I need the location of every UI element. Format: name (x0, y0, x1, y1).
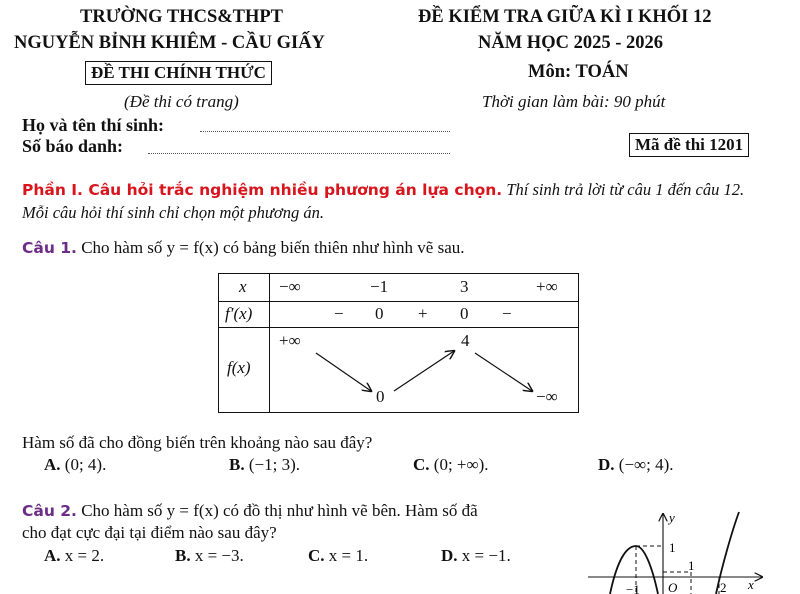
vt-sign: − (502, 304, 512, 323)
q1-option-a[interactable] (44, 455, 106, 475)
school-name-line1: TRƯỜNG THCS&THPT (80, 7, 284, 27)
vt-fp-label-cell (219, 302, 270, 328)
option-text: (0; +∞). (433, 455, 489, 474)
vt-f-label: f(x) (227, 358, 251, 377)
part1-instruction-2: Mỗi câu hỏi thí sinh chỉ chọn một phương án. (22, 203, 324, 222)
option-letter: B. (229, 455, 245, 474)
point-label: 1 (688, 558, 695, 573)
vt-x-value: −∞ (279, 277, 301, 296)
vt-x-value: +∞ (536, 277, 558, 296)
option-letter: B. (175, 546, 191, 565)
origin-label: O (668, 580, 678, 594)
vt-arrow-decreasing (475, 353, 532, 391)
variation-table (218, 273, 579, 413)
option-text: x = −1. (461, 546, 511, 565)
subject: Môn: TOÁN (528, 62, 629, 82)
vt-f-value: +∞ (279, 331, 301, 350)
q2-option-c[interactable] (308, 546, 368, 566)
pages-note: (Đề thi có trang) (124, 92, 239, 111)
part1-title: Phần I. Câu hỏi trắc nghiệm nhiều phương án lựa chọn. (22, 181, 503, 199)
vt-x-label: x (239, 277, 247, 296)
vt-x-value: −1 (370, 277, 389, 296)
vt-x-value: 3 (460, 277, 469, 296)
y-axis-label: y (669, 510, 675, 525)
q1-option-d[interactable] (598, 455, 674, 475)
vt-sign: + (418, 304, 428, 323)
candidate-name-label: Họ và tên thí sinh: (22, 115, 165, 135)
option-text: x = 1. (328, 546, 369, 565)
q1-text: Cho hàm số y = f(x) có bảng biến thiên như hình vẽ sau. (81, 238, 465, 257)
duration: Thời gian làm bài: 90 phút (482, 92, 666, 111)
q1-statement (22, 238, 465, 258)
q1-option-c[interactable] (413, 455, 489, 475)
q2-function-graph (588, 506, 788, 594)
vt-signs-cell (270, 302, 579, 328)
school-year: NĂM HỌC 2025 - 2026 (478, 33, 663, 53)
vt-f-value: 0 (376, 387, 385, 406)
q2-text-1: Cho hàm số y = f(x) có đồ thị như hình vẽ bên. Hàm số đã (81, 501, 478, 520)
q2-statement (22, 501, 478, 521)
option-letter: A. (44, 455, 61, 474)
q2-option-b[interactable] (175, 546, 244, 566)
option-letter: A. (44, 546, 61, 565)
vt-f-value: −∞ (536, 387, 558, 406)
option-text: (−∞; 4). (618, 455, 674, 474)
vt-x-values-cell (270, 274, 579, 302)
vt-arrow-increasing (394, 351, 454, 391)
candidate-id-field[interactable] (148, 143, 450, 154)
q2-label: Câu 2. (22, 502, 77, 520)
option-letter: C. (308, 546, 325, 565)
vt-sign: 0 (460, 304, 469, 323)
x-tick-label: 2 (720, 580, 727, 594)
vt-sign: − (334, 304, 344, 323)
exam-code-box: Mã đề thi 1201 (629, 133, 749, 157)
candidate-name-field[interactable] (200, 121, 450, 132)
option-letter: C. (413, 455, 430, 474)
vt-arrows (270, 328, 578, 412)
option-text: (0; 4). (64, 455, 107, 474)
option-letter: D. (441, 546, 458, 565)
q1-prompt: Hàm số đã cho đồng biến trên khoảng nào sau đây? (22, 433, 373, 452)
vt-sign: 0 (375, 304, 384, 323)
q1-option-b[interactable] (229, 455, 300, 475)
x-tick-label: −1 (626, 582, 640, 594)
official-exam-badge: ĐỀ THI CHÍNH THỨC (85, 61, 272, 85)
q2-option-a[interactable] (44, 546, 104, 566)
option-text: (−1; 3). (248, 455, 300, 474)
x-axis-label: x (748, 577, 754, 592)
part1-instruction-1: Thí sinh trả lời từ câu 1 đến câu 12. (506, 180, 745, 199)
exam-title: ĐỀ KIỂM TRA GIỮA KÌ I KHỐI 12 (418, 7, 712, 27)
vt-fp-label: f′(x) (225, 304, 253, 323)
q2-option-d[interactable] (441, 546, 511, 566)
vt-f-values-cell (270, 328, 579, 413)
school-name-line2: NGUYỄN BỈNH KHIÊM - CẦU GIẤY (14, 33, 325, 53)
vt-f-value: 4 (461, 331, 470, 350)
vt-f-label-cell (219, 328, 270, 413)
option-text: x = −3. (194, 546, 244, 565)
vt-arrow-decreasing (316, 353, 371, 391)
q2-text-2: cho đạt cực đại tại điểm nào sau đây? (22, 523, 277, 542)
candidate-id-label: Số báo danh: (22, 136, 124, 156)
option-text: x = 2. (64, 546, 105, 565)
y-tick-label: 1 (669, 540, 676, 555)
q1-label: Câu 1. (22, 239, 77, 257)
vt-x-label-cell (219, 274, 270, 302)
part1-heading (22, 180, 744, 200)
option-letter: D. (598, 455, 615, 474)
